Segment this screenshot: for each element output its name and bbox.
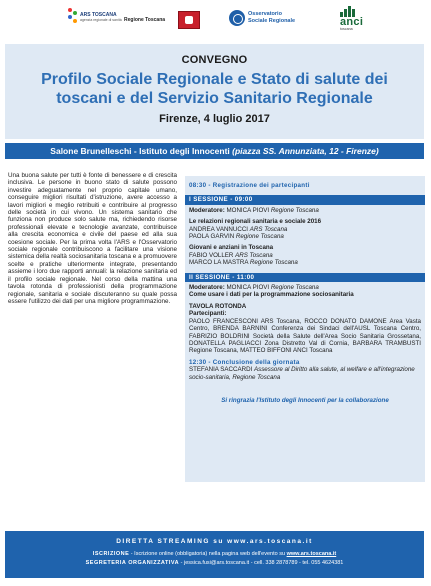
osservatorio-circle-icon	[229, 10, 245, 26]
registration-item: 08:30 - Registrazione dei partecipanti	[189, 182, 310, 189]
anci-toscana-logo	[340, 6, 363, 31]
session-1-moderator: Moderatore: MONICA PIOVI Regione Toscana	[189, 206, 319, 214]
oss-line2: Sociale Regionale	[248, 18, 296, 24]
venue-bar	[5, 143, 424, 159]
date-place: Firenze, 4 luglio 2017	[159, 113, 270, 125]
segreteria-line: SEGRETERIA ORGANIZZATIVA - jessica.fusi@ars.toscana.it - cell. 338 2878789 - tel. 055 4624381	[85, 560, 344, 566]
kicker: CONVEGNO	[181, 54, 248, 66]
header-band	[5, 44, 424, 139]
closing-speaker: STEFANIA SACCARDI Assessore al Diritto alla salute, al welfare e all'integrazione socio-sanitaria, Regione Toscana	[189, 366, 415, 381]
logo-bar	[0, 0, 431, 40]
intro-text: Una buona salute per tutti è fonte di benessere e di crescita inclusiva. Le persone in buono stato di salute possono investire adeguatamente nel proprio capitale umano, conseguire migliori risultati d'istruzione, avere accesso a lavori migliori e meglio retribuiti e contribuire al progresso delle società in cui vivono. Un sistema sanitario che funziona non produce solo salute ma, richiedendo risorse professionali elevate e tecnologie avanzate, contribuisce alla crescita economica e civile del paese ed alla sua coesione sociale. Per la prima volta l'ARS e l'Osservatorio sociale regionale contribuiscono a facilitare una visione sistemica della realtà sociosanitaria toscana e a promuovere scelte e pratiche ulteriormente integrate, presentando assieme i loro due rapporti annuali: la relazione sanitaria ed il profilo sociale regionale. Nel corso della mattina una tavola rotonda di professionisti della programmazione regionale, sanitaria e sociale discuteranno su quale possa essere l'utilizzo dei dati per una migliore programmazione.	[8, 172, 177, 305]
regione-crest-icon	[178, 11, 200, 29]
iscrizione-link[interactable]: www.ars.toscana.it	[286, 551, 337, 557]
ars-label: ARS TOSCANA	[80, 12, 117, 18]
venue-main: Salone Brunelleschi - Istituto degli Innocenti	[50, 146, 233, 156]
anci-sub: toscana	[340, 27, 353, 31]
ars-mark-icon	[68, 8, 77, 26]
ars-sub: agenzia regionale di sanità	[80, 18, 122, 22]
session-2-moderator: Moderatore: MONICA PIOVI Regione Toscana	[189, 284, 319, 292]
body	[5, 162, 424, 522]
osservatorio-logo	[229, 10, 295, 26]
talk-1-speaker-2: PAOLA GARVIN Regione Toscana	[189, 233, 284, 241]
streaming-line: DIRETTA STREAMING su www.ars.toscana.it	[116, 538, 313, 545]
talk-1-speaker-1: ANDREA VANNUCCI ARS Toscana	[189, 225, 288, 233]
talk-1-title: Le relazioni regionali sanitaria e sociale 2016	[189, 218, 322, 226]
ars-toscana-logo	[68, 8, 122, 26]
session-1-bar: I SESSIONE - 09:00	[185, 195, 425, 204]
event-title	[5, 70, 424, 108]
talk-2-speaker-2: MARCO LA MASTRA Regione Toscana	[189, 259, 298, 267]
footer-bar	[5, 531, 424, 578]
talk-2-title: Giovani e anziani in Toscana	[189, 244, 274, 252]
session-2-talk-title: Come usare i dati per la programmazione sociosanitaria	[189, 291, 354, 299]
session-2-bar: II SESSIONE - 11:00	[185, 273, 425, 282]
program-panel	[185, 176, 425, 482]
thanks-note: Si ringrazia l'Istituto degli Innocenti per la collaborazione	[221, 396, 389, 404]
title-line-1: Profilo Sociale Regionale e Stato di salute dei	[41, 71, 388, 88]
venue-address: (piazza SS. Annunziata, 12 - Firenze)	[232, 146, 379, 156]
iscrizione-line: ISCRIZIONE - Iscrizione online (obbligatoria) nella pagina web dell'evento su www.ars.toscana.it	[92, 551, 337, 557]
participants-label: Partecipanti:	[189, 310, 227, 318]
regione-toscana-logo	[124, 11, 200, 29]
talk-2-speaker-1: FABIO VOLLER ARS Toscana	[189, 251, 273, 259]
closing-item: 12:30 - Conclusione della giornata	[189, 358, 300, 366]
anci-word: anci	[340, 16, 364, 28]
title-line-2: toscani e del Servizio Sanitario Regionale	[56, 90, 373, 107]
oss-line1: Osservatorio	[248, 11, 282, 17]
round-table-label: TAVOLA ROTONDA	[189, 302, 247, 310]
regione-label: Regione Toscana	[124, 17, 166, 23]
participants-list: PAOLO FRANCESCONI ARS Toscana, ROCCO DONATO DAMONE Area Vasta Centro, BRENDA BARNINI Conferenza dei Sindaci dell'AUSL Toscana Centro, FABRIZIO BOLDRINI Società della Salute dell'Area Socio Sanitaria Grossetana, DONATELLA PAGLIACCI Zona Distretto Val di Cornia, BARBARA TRAMBUSTI Regione Toscana, MATTEO BIFFONI ANCI Toscana	[189, 317, 421, 355]
